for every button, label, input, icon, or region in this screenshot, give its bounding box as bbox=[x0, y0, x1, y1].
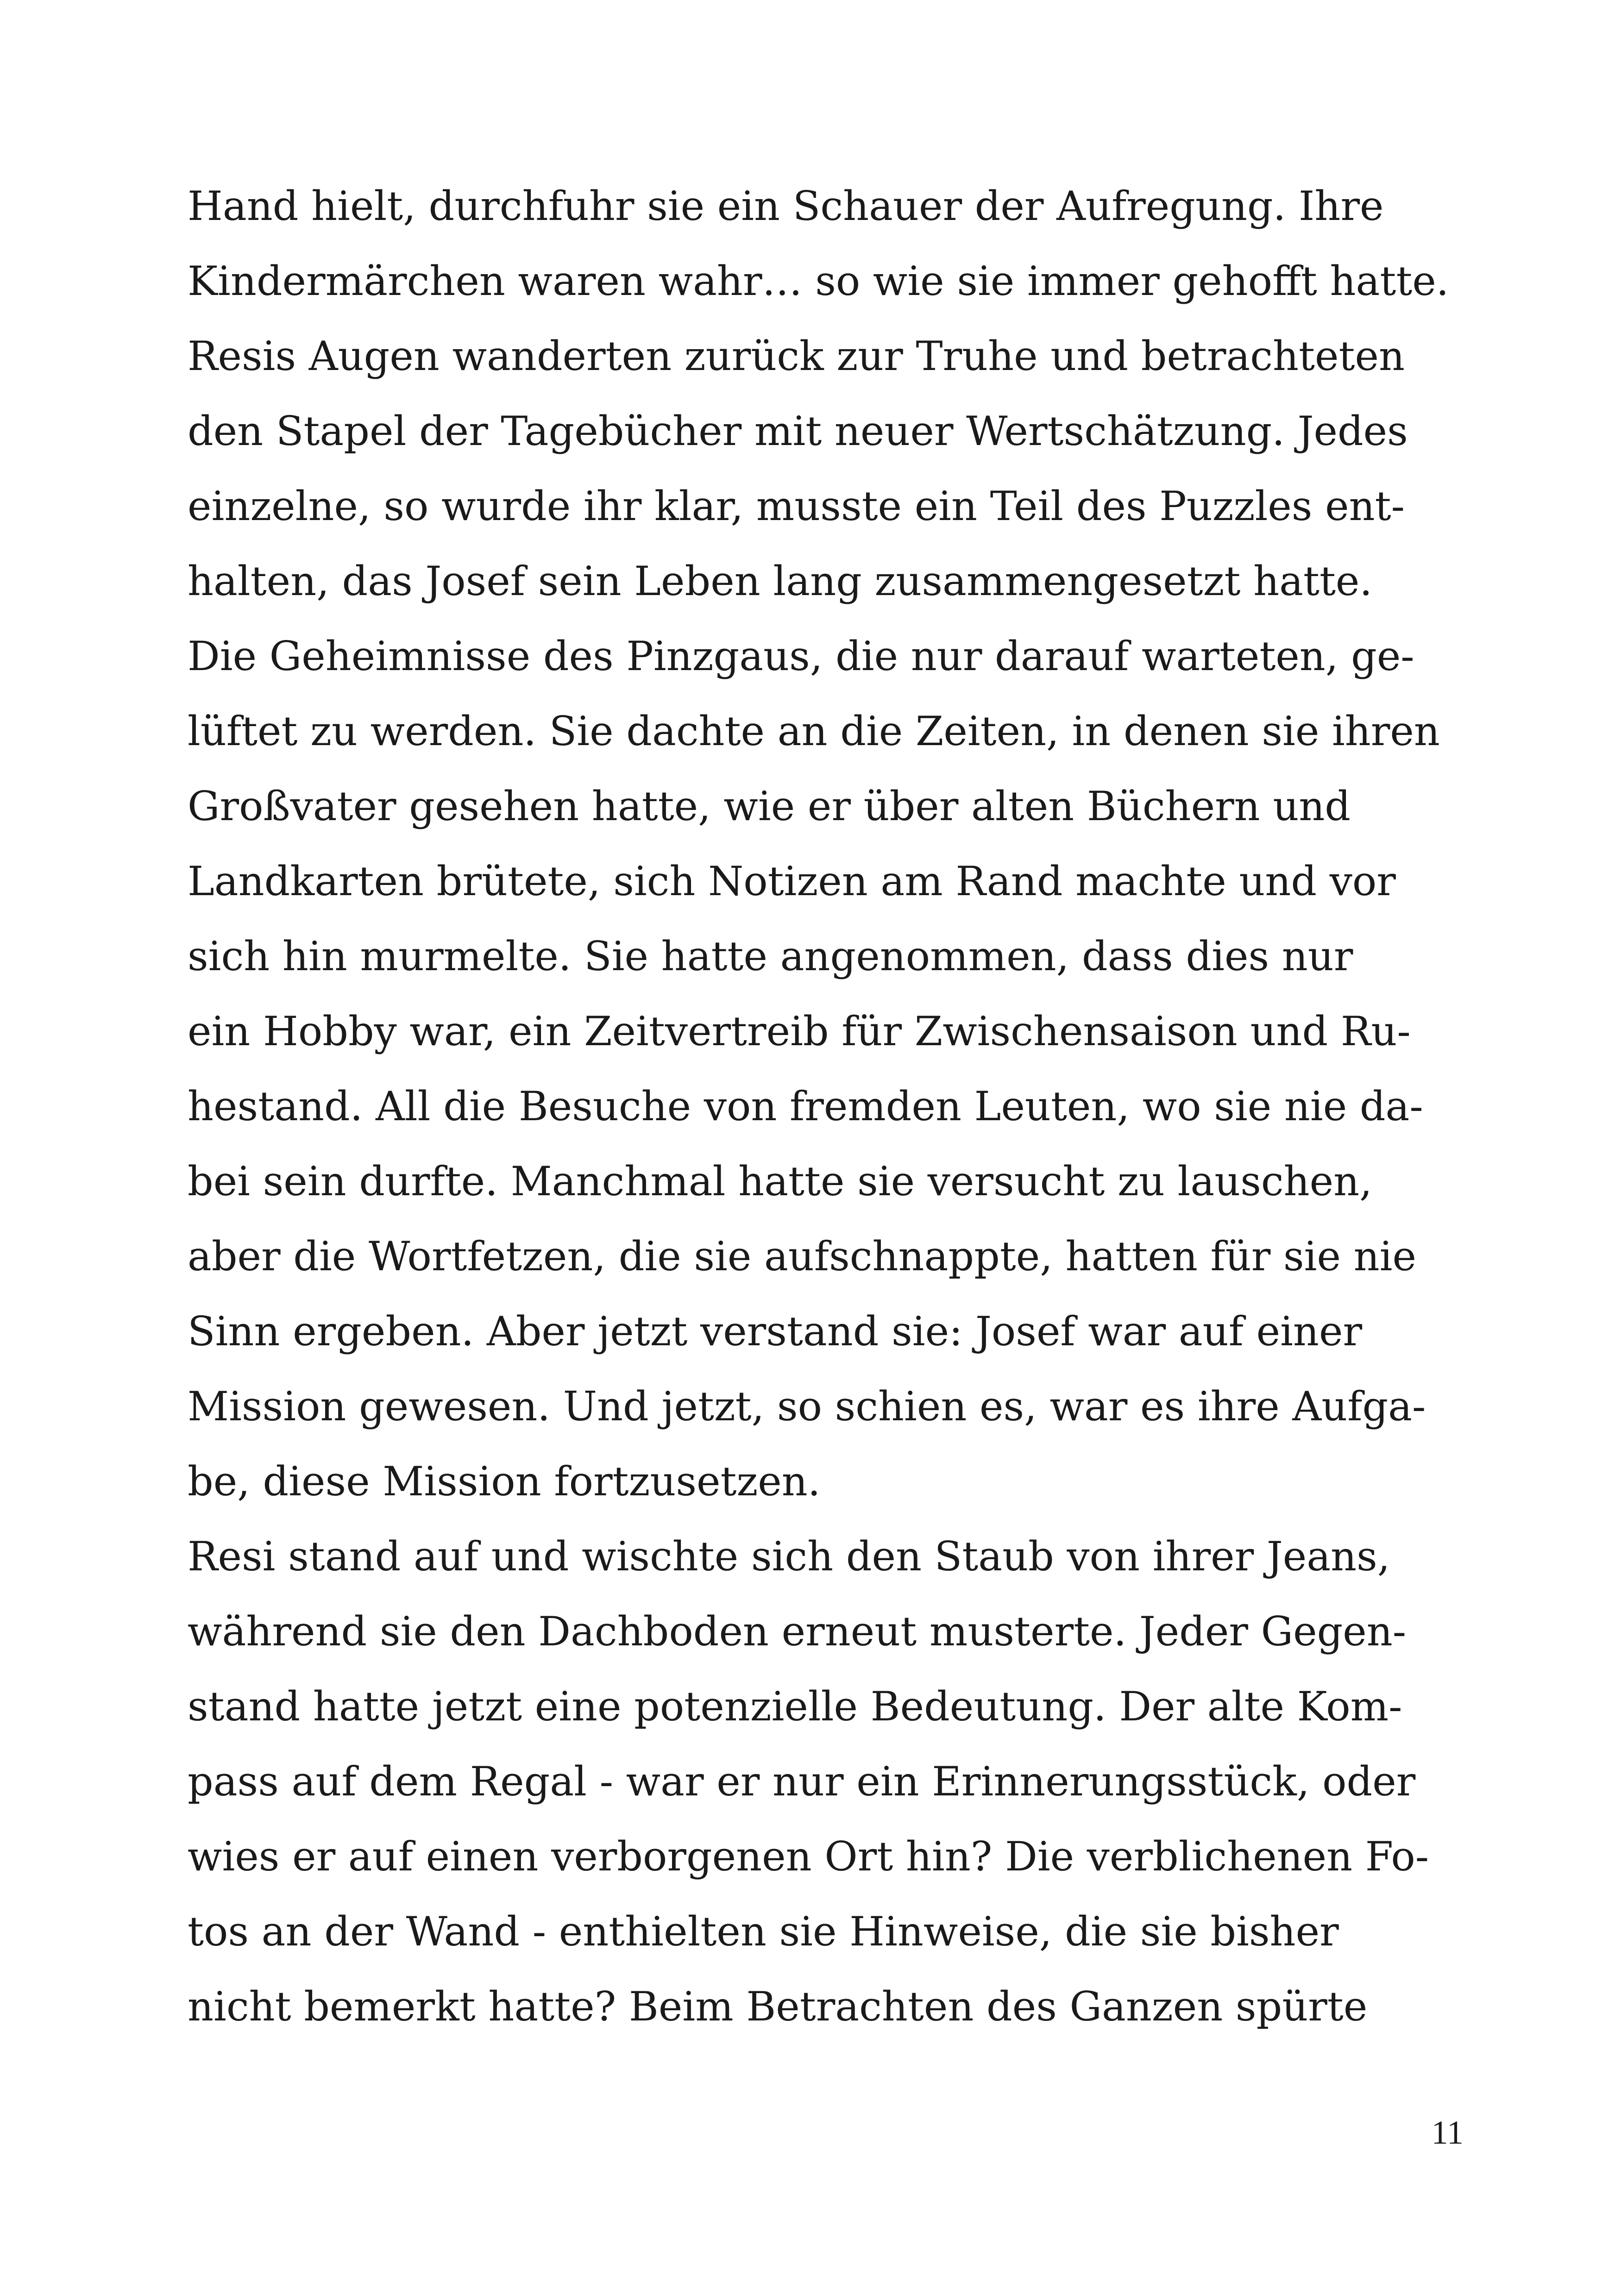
text-line: Mission gewesen. Und jetzt, so schien es, war es ihre Aufga- bbox=[188, 1383, 1426, 1430]
text-line: halten, das Josef sein Leben lang zusammengesetzt hatte. bbox=[188, 558, 1373, 605]
text-line: lüftet zu werden. Sie dachte an die Zeiten, in denen sie ihren bbox=[188, 708, 1440, 755]
page-number: 11 bbox=[1431, 2114, 1464, 2151]
text-line: hestand. All die Besuche von fremden Leuten, wo sie nie da- bbox=[188, 1083, 1423, 1130]
text-line: bei sein durfte. Manchmal hatte sie versucht zu lauschen, bbox=[188, 1158, 1372, 1205]
text-line: ein Hobby war, ein Zeitvertreib für Zwischensaison und Ru- bbox=[188, 1008, 1411, 1055]
text-line: während sie den Dachboden erneut musterte. Jeder Gegen- bbox=[188, 1608, 1407, 1655]
text-line: Die Geheimnisse des Pinzgaus, die nur darauf warteten, ge- bbox=[188, 633, 1414, 680]
text-line: Großvater gesehen hatte, wie er über alten Büchern und bbox=[188, 783, 1351, 830]
text-line: aber die Wortfetzen, die sie aufschnappte, hatten für sie nie bbox=[188, 1233, 1416, 1280]
text-line: Resis Augen wanderten zurück zur Truhe und betrachteten bbox=[188, 332, 1405, 380]
text-line: Resi stand auf und wischte sich den Staub von ihrer Jeans, bbox=[188, 1533, 1390, 1580]
text-line: den Stapel der Tagebücher mit neuer Wertschätzung. Jedes bbox=[188, 408, 1408, 455]
text-line: stand hatte jetzt eine potenzielle Bedeutung. Der alte Kom- bbox=[188, 1683, 1402, 1730]
text-line: wies er auf einen verborgenen Ort hin? Die verblichenen Fo- bbox=[188, 1833, 1429, 1880]
text-line: einzelne, so wurde ihr klar, musste ein Teil des Puzzles ent- bbox=[188, 483, 1405, 530]
text-line: sich hin murmelte. Sie hatte angenommen, dass dies nur bbox=[188, 933, 1353, 980]
text-line: pass auf dem Regal - war er nur ein Erinnerungsstück, oder bbox=[188, 1758, 1416, 1805]
text-line: be, diese Mission fortzusetzen. bbox=[188, 1458, 821, 1505]
text-line: Kindermärchen waren wahr… so wie sie immer gehofft hatte. bbox=[188, 257, 1449, 305]
text-line: Landkarten brütete, sich Notizen am Rand machte und vor bbox=[188, 858, 1396, 905]
text-line: nicht bemerkt hatte? Beim Betrachten des Ganzen spürte bbox=[188, 1983, 1368, 2030]
text-line: Hand hielt, durchfuhr sie ein Schauer der Aufregung. Ihre bbox=[188, 182, 1384, 230]
text-line: tos an der Wand - enthielten sie Hinweise, die sie bisher bbox=[188, 1908, 1339, 1955]
text-line: Sinn ergeben. Aber jetzt verstand sie: Josef war auf einer bbox=[188, 1308, 1363, 1355]
